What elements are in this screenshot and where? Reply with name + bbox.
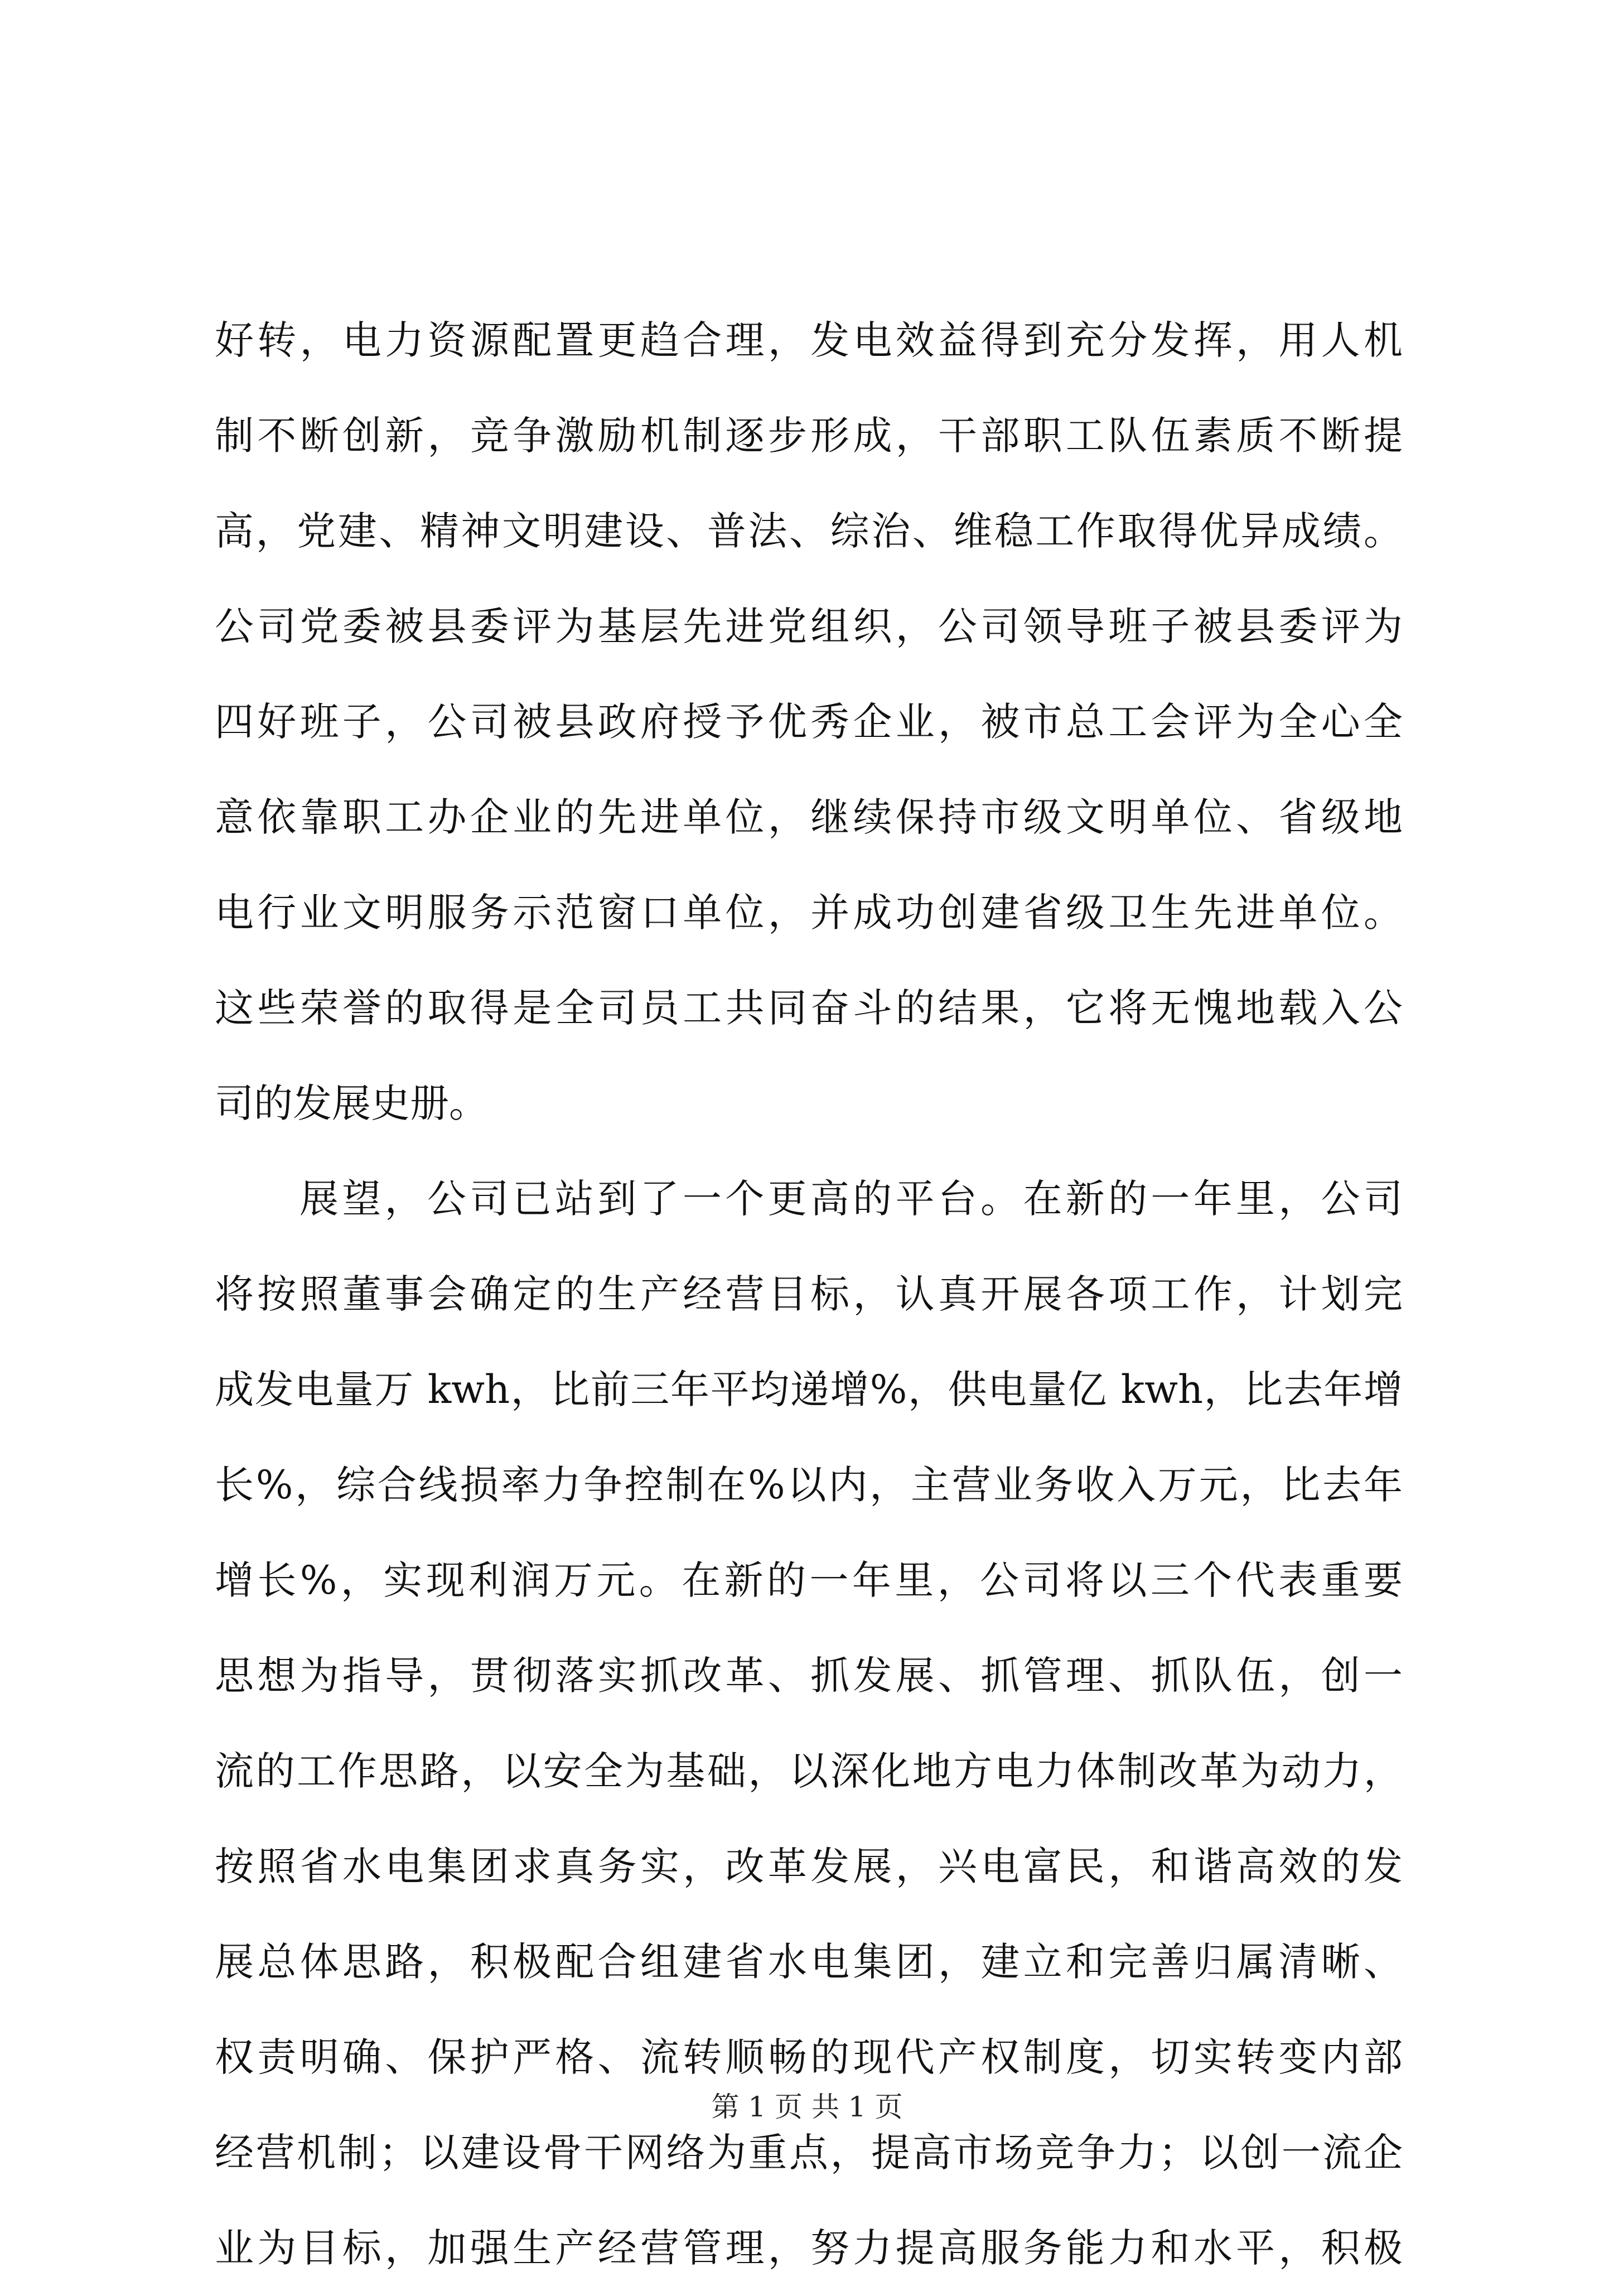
text-line: 将按照董事会确定的生产经营目标，认真开展各项工作，计划完	[215, 1271, 1403, 1317]
text-line: 增长%，实现利润万元。在新的一年里，公司将以三个代表重要	[215, 1557, 1403, 1603]
text-line: 成发电量万 kwh，比前三年平均递增%，供电量亿 kwh，比去年增	[215, 1367, 1403, 1412]
text-line: 电行业文明服务示范窗口单位，并成功创建省级卫生先进单位。	[215, 890, 1403, 935]
text-line: 好转，电力资源配置更趋合理，发电效益得到充分发挥，用人机	[215, 317, 1403, 363]
text-line: 公司党委被县委评为基层先进党组织，公司领导班子被县委评为	[215, 604, 1403, 649]
text-line: 权责明确、保护严格、流转顺畅的现代产权制度，切实转变内部	[215, 2034, 1403, 2080]
text-line: 长%，综合线损率力争控制在%以内，主营业务收入万元，比去年	[215, 1462, 1403, 1508]
text-line: 流的工作思路，以安全为基础，以深化地方电力体制改革为动力，	[215, 1748, 1403, 1794]
document-body	[215, 293, 1403, 2296]
text-line: 司的发展史册。	[215, 1081, 488, 1126]
text-line: 制不断创新，竞争激励机制逐步形成，干部职工队伍素质不断提	[215, 413, 1403, 459]
text-line: 四好班子，公司被县政府授予优秀企业，被市总工会评为全心全	[215, 699, 1403, 745]
text-line: 展总体思路，积极配合组建省水电集团，建立和完善归属清晰、	[215, 1939, 1403, 1985]
text-line: 高，党建、精神文明建设、普法、综治、维稳工作取得优异成绩。	[215, 508, 1403, 554]
page-footer	[0, 2087, 1614, 2126]
text-line: 这些荣誉的取得是全司员工共同奋斗的结果，它将无愧地载入公	[215, 985, 1403, 1031]
text-line: 展望，公司已站到了一个更高的平台。在新的一年里，公司	[299, 1176, 1403, 1222]
page-number-label: 第 1 页 共 1 页	[711, 2091, 903, 2123]
text-line: 经营机制；以建设骨干网络为重点，提高市场竞争力；以创一流企	[215, 2130, 1403, 2176]
text-line: 思想为指导，贯彻落实抓改革、抓发展、抓管理、抓队伍，创一	[215, 1653, 1403, 1699]
text-line: 意依靠职工办企业的先进单位，继续保持市级文明单位、省级地	[215, 794, 1403, 840]
text-line: 按照省水电集团求真务实，改革发展，兴电富民，和谐高效的发	[215, 1844, 1403, 1889]
text-line: 业为目标，加强生产经营管理，努力提高服务能力和水平，积极	[215, 2225, 1403, 2271]
